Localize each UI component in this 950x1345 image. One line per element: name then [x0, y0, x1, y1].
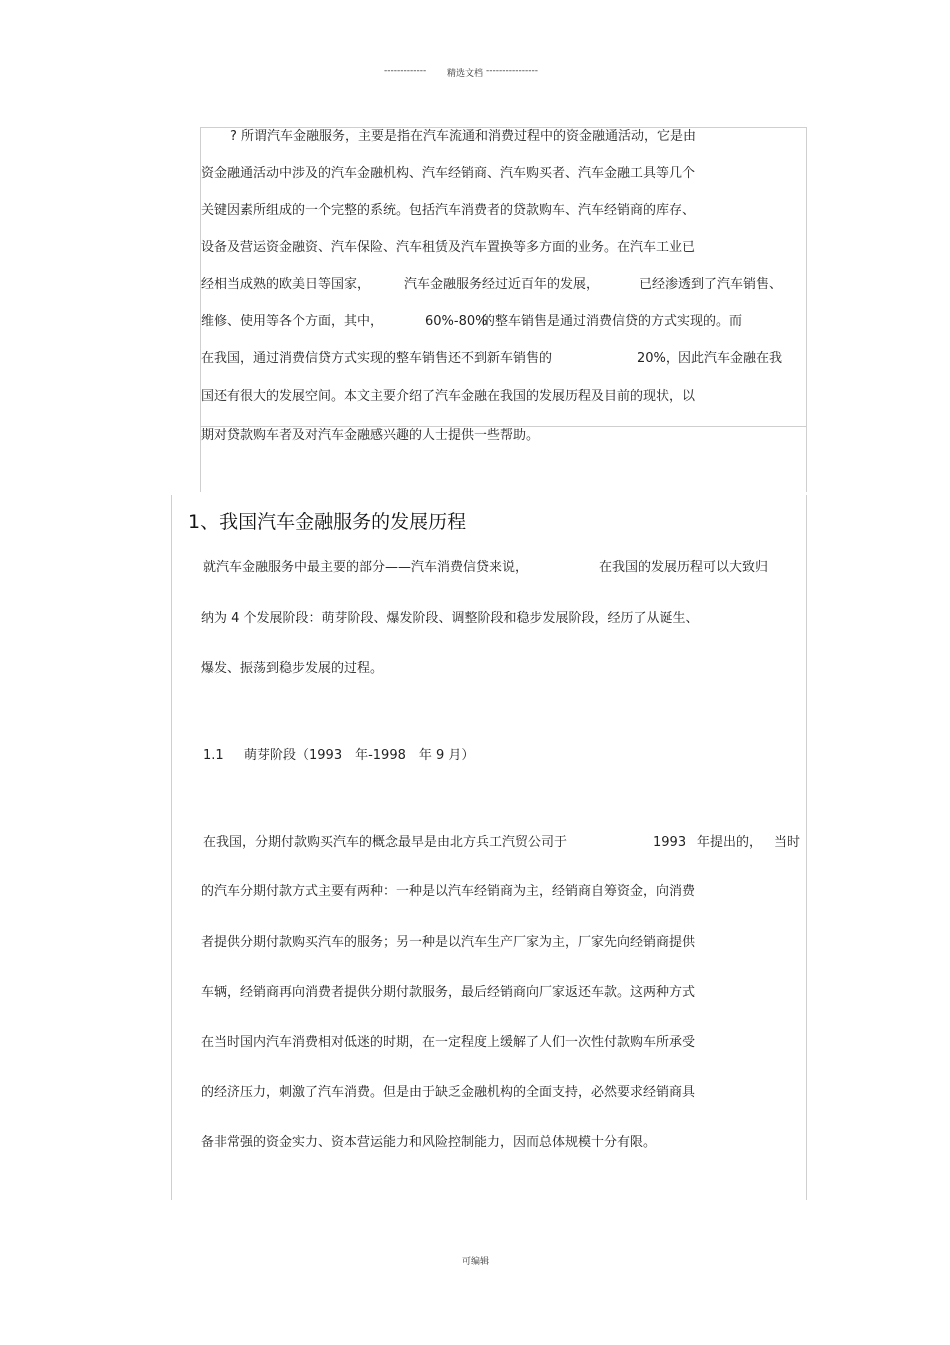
body-line-1b: 1993 — [653, 835, 687, 850]
body-line-7: 备非常强的资金实力、资本营运能力和风险控制能力，因而总体规模十分有限。 — [201, 1135, 657, 1150]
intro-line-5c: 已经渗透到了汽车销售、 — [639, 277, 783, 292]
header-title: 精选文档 — [447, 69, 484, 79]
section1-line-3: 爆发、振荡到稳步发展的过程。 — [201, 661, 384, 676]
intro-line-7b: 20%， — [637, 351, 679, 366]
intro-line-9: 期对贷款购车者及对汽车金融感兴趣的人士提供一些帮助。 — [201, 428, 540, 443]
intro-line-8: 国还有很大的发展空间。本文主要介绍了汽车金融在我国的发展历程及目前的现状，以 — [201, 389, 696, 404]
subsection-title: 萌芽阶段（1993 年-1998 年 9 月） — [244, 748, 475, 763]
intro-line-5a: 经相当成熟的欧美日等国家， — [201, 277, 371, 292]
body-line-4: 车辆，经销商再向消费者提供分期付款服务，最后经销商向厂家返还车款。这两种方式 — [201, 985, 696, 1000]
intro-line-4: 设备及营运资金融资、汽车保险、汽车租赁及汽车置换等多方面的业务。在汽车工业已 — [201, 240, 696, 255]
section1-line-1b: 在我国的发展历程可以大致归 — [599, 560, 769, 575]
intro-line-7a: 在我国，通过消费信贷方式实现的整车销售还不到新车销售的 — [201, 351, 553, 366]
body-line-3: 者提供分期付款购买汽车的服务；另一种是以汽车生产厂家为主，厂家先向经销商提供 — [201, 935, 696, 950]
header-right-dashes: ---------------- — [486, 66, 538, 76]
intro-line-5b: 汽车金融服务经过近百年的发展， — [404, 277, 600, 292]
intro-line-3: 关键因素所组成的一个完整的系统。包括汽车消费者的贷款购车、汽车经销商的库存、 — [201, 203, 696, 218]
section1-line-1a: 就汽车金融服务中最主要的部分——汽车消费信贷来说， — [203, 560, 529, 575]
frame-right-border-lower — [806, 495, 807, 1200]
footer-text: 可编辑 — [462, 1257, 490, 1267]
intro-line-1: ? 所谓汽车金融服务，主要是指在汽车流通和消费过程中的资金融通活动，它是由 — [230, 129, 697, 144]
body-line-1d: 当时 — [774, 835, 801, 850]
body-line-1c: 年提出的， — [697, 835, 763, 850]
header-left-dashes: ------------- — [384, 66, 427, 76]
intro-line-2: 资金融通活动中涉及的汽车金融机构、汽车经销商、汽车购买者、汽车金融工具等几个 — [201, 166, 696, 181]
intro-line-6b: 60%-80% — [425, 314, 488, 329]
body-line-5: 在当时国内汽车消费相对低迷的时期，在一定程度上缓解了人们一次性付款购车所承受 — [201, 1035, 696, 1050]
intro-line-6a: 维修、使用等各个方面，其中， — [201, 314, 384, 329]
body-line-1a: 在我国，分期付款购买汽车的概念最早是由北方兵工汽贸公司于 — [203, 835, 568, 850]
frame-right-border — [806, 127, 807, 492]
section1-line-2: 纳为 4 个发展阶段：萌芽阶段、爆发阶段、调整阶段和稳步发展阶段，经历了从诞生、 — [201, 611, 699, 626]
frame-left-border-lower — [171, 495, 172, 1200]
subsection-number: 1.1 — [203, 748, 224, 763]
body-line-2: 的汽车分期付款方式主要有两种：一种是以汽车经销商为主，经销商自筹资金，向消费 — [201, 884, 696, 899]
intro-line-7c: 因此汽车金融在我 — [678, 351, 783, 366]
section-heading: 1、我国汽车金融服务的发展历程 — [188, 511, 467, 533]
intro-line-6c: 的整车销售是通过消费信贷的方式实现的。而 — [482, 314, 743, 329]
body-line-6: 的经济压力，刺激了汽车消费。但是由于缺乏金融机构的全面支持，必然要求经销商具 — [201, 1085, 696, 1100]
